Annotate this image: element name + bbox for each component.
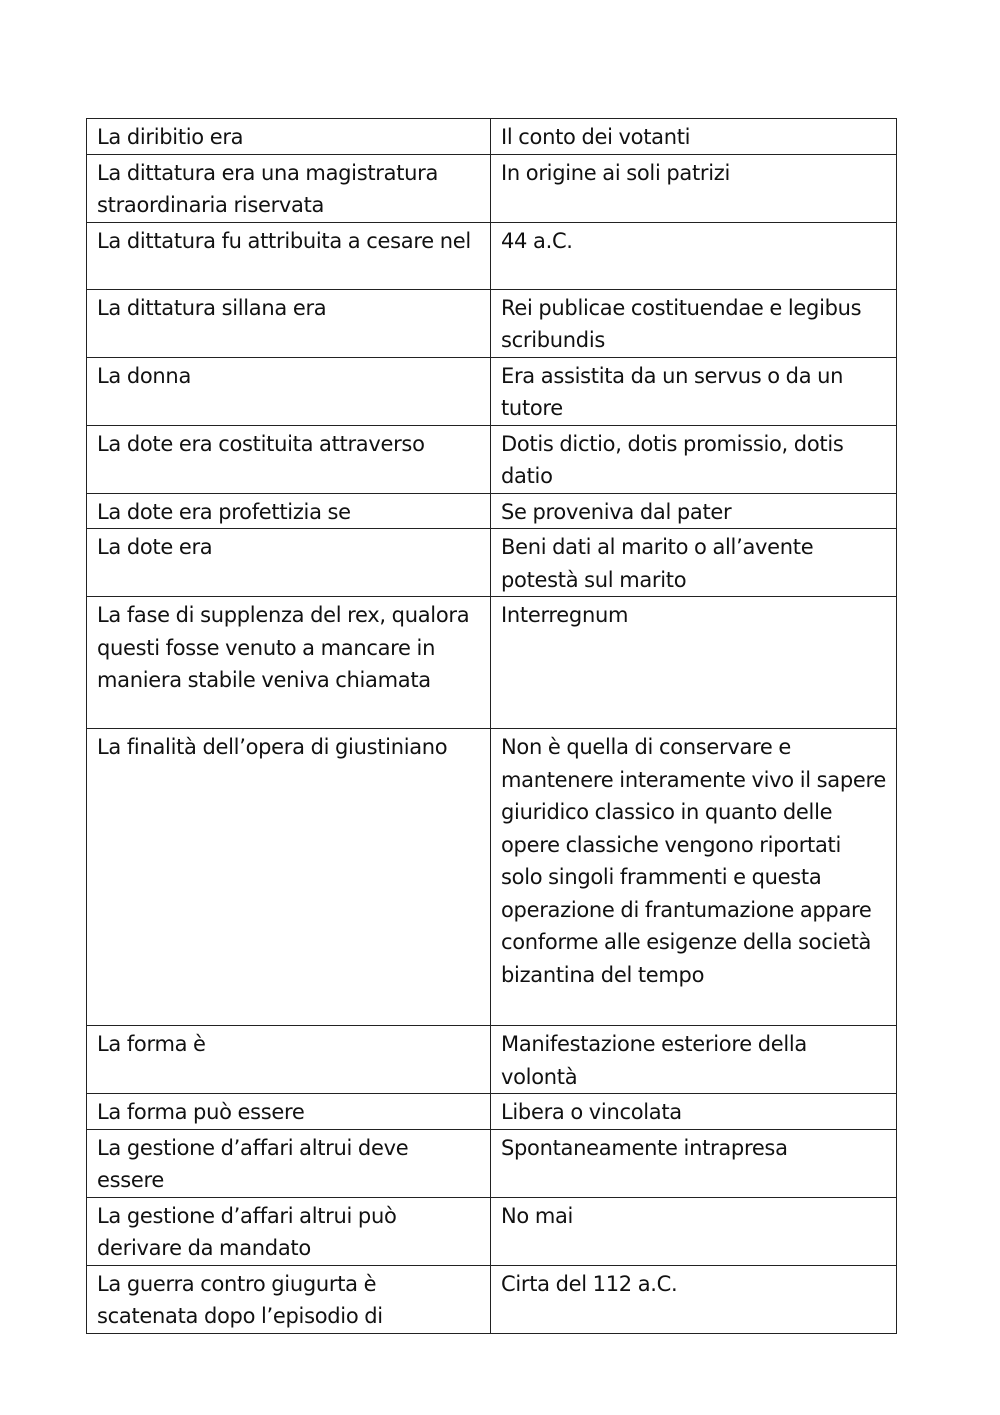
answer-cell: Dotis dictio, dotis promissio, dotis datio xyxy=(491,425,897,493)
question-cell: La dittatura era una magistratura straordinaria riservata xyxy=(87,154,491,222)
answer-cell: Rei publicae costituendae e legibus scribundis xyxy=(491,289,897,357)
question-cell: La donna xyxy=(87,357,491,425)
table-row xyxy=(87,425,897,493)
table-row xyxy=(87,729,897,1026)
question-cell: La forma è xyxy=(87,1026,491,1094)
question-cell: La finalità dell’opera di giustiniano xyxy=(87,729,491,1026)
table-row xyxy=(87,1094,897,1130)
question-cell: La dittatura sillana era xyxy=(87,289,491,357)
table-row xyxy=(87,222,897,289)
answer-cell: Spontaneamente intrapresa xyxy=(491,1129,897,1197)
answer-cell: Cirta del 112 a.C. xyxy=(491,1265,897,1333)
answer-cell: 44 a.C. xyxy=(491,222,897,289)
answer-cell: In origine ai soli patrizi xyxy=(491,154,897,222)
answer-cell: Il conto dei votanti xyxy=(491,119,897,155)
qa-table xyxy=(86,118,897,1334)
question-cell: La forma può essere xyxy=(87,1094,491,1130)
table-row xyxy=(87,493,897,529)
answer-cell: Libera o vincolata xyxy=(491,1094,897,1130)
answer-cell: No mai xyxy=(491,1197,897,1265)
table-row xyxy=(87,1026,897,1094)
question-cell: La dote era profettizia se xyxy=(87,493,491,529)
question-cell: La guerra contro giugurta è scatenata dopo l’episodio di xyxy=(87,1265,491,1333)
answer-cell: Beni dati al marito o all’avente potestà sul marito xyxy=(491,529,897,597)
answer-cell: Non è quella di conservare e mantenere interamente vivo il sapere giuridico classico in quanto delle opere classiche vengono riportati solo singoli frammenti e questa operazione di frantumazione appare conforme alle esigenze della società bizantina del tempo xyxy=(491,729,897,1026)
question-cell: La dote era xyxy=(87,529,491,597)
question-cell: La diribitio era xyxy=(87,119,491,155)
table-row xyxy=(87,357,897,425)
table-row xyxy=(87,154,897,222)
question-cell: La gestione d’affari altrui deve essere xyxy=(87,1129,491,1197)
answer-cell: Era assistita da un servus o da un tutore xyxy=(491,357,897,425)
table-row xyxy=(87,529,897,597)
question-cell: La fase di supplenza del rex, qualora questi fosse venuto a mancare in maniera stabile veniva chiamata xyxy=(87,597,491,729)
answer-cell: Interregnum xyxy=(491,597,897,729)
question-cell: La gestione d’affari altrui può derivare da mandato xyxy=(87,1197,491,1265)
table-row xyxy=(87,119,897,155)
table-row xyxy=(87,1265,897,1333)
table-row xyxy=(87,1197,897,1265)
table-row xyxy=(87,1129,897,1197)
table-row xyxy=(87,289,897,357)
table-row xyxy=(87,597,897,729)
answer-cell: Manifestazione esteriore della volontà xyxy=(491,1026,897,1094)
answer-cell: Se proveniva dal pater xyxy=(491,493,897,529)
question-cell: La dote era costituita attraverso xyxy=(87,425,491,493)
question-cell: La dittatura fu attribuita a cesare nel xyxy=(87,222,491,289)
